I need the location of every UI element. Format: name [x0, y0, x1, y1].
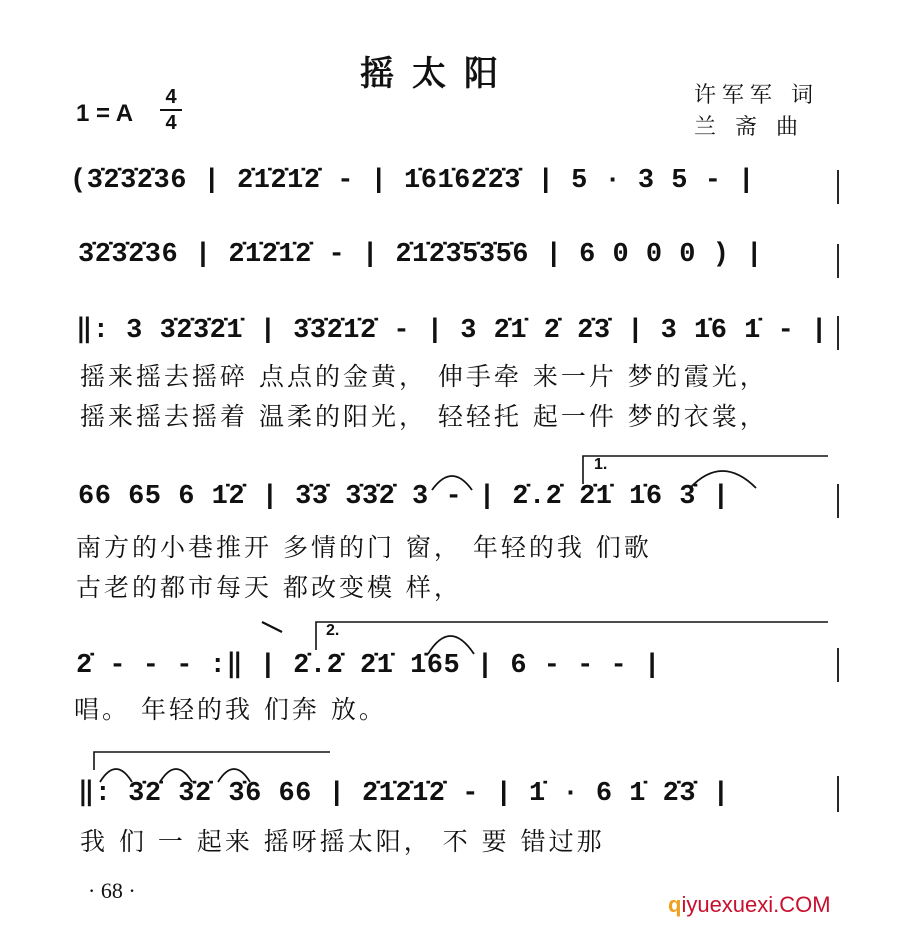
row-6-bracket	[94, 752, 330, 770]
key-signature: 1 = A	[76, 100, 134, 127]
time-signature-numerator: 4	[165, 86, 177, 108]
score-row-5: 2̇ - - - :‖ | 2̇.2̇ 2̇1̇ 1̇65 | 6 - - - |	[76, 651, 661, 681]
score-row-3: ‖: 3 3̇2̇3̇2̇1̇ | 3̇3̇2̇1̇2̇ - | 3 2̇1̇ 2̇ 2̇3̇ | 3 1̇6 1̇ - |	[76, 316, 828, 346]
lyricist-credit: 许军军 词	[694, 83, 819, 108]
first-ending-bracket	[583, 456, 828, 484]
lyric-row-5: 唱。 年轻的我 们奔 放。	[74, 695, 387, 724]
score-row-4: 66 65 6 1̇2̇ | 3̇3̇ 3̇3̇2̇ 3 - | 2̇.2̇ 2̇1̇ 1̇6 3̇ |	[78, 482, 730, 512]
first-ending-label: 1.	[594, 456, 608, 473]
time-signature-denominator: 4	[165, 112, 177, 134]
slur-row6-a	[100, 769, 132, 782]
song-title: 摇太阳	[360, 54, 516, 94]
score-row-1: (3̇2̇3̇2̇36 | 2̇1̇2̇1̇2̇ - | 1̇61̇62̇2̇3̇ | 5 · 3 5 - |	[70, 166, 755, 196]
score-row-6: ‖: 3̇2̇ 3̇2̇ 3̇6 66 | 2̇1̇2̇1̇2̇ - | 1̇ · 6 1̇ 2̇3̇ |	[78, 779, 730, 809]
slur-row5	[428, 636, 474, 654]
lyric-row-3-verse-2: 摇来摇去摇着 温柔的阳光， 轻轻托 起一件 梦的衣裳，	[80, 402, 768, 431]
slur-row6-c	[218, 769, 250, 782]
score-row-2: 3̇2̇3̇2̇36 | 2̇1̇2̇1̇2̇ - | 2̇1̇2̇3̇5̇3̇5̇6 | 6 0 0 0 ) |	[78, 240, 763, 270]
lyric-row-3-verse-1: 摇来摇去摇碎 点点的金黄， 伸手牵 来一片 梦的霞光，	[80, 362, 768, 391]
lyric-row-4-verse-2: 古老的都市每天 都改变模 样，	[76, 573, 462, 602]
second-ending-bracket	[316, 622, 828, 650]
slur-row4-a	[432, 476, 472, 490]
second-ending-label: 2.	[326, 622, 340, 639]
watermark-prefix: q	[668, 892, 682, 917]
watermark-rest: iyuexuexi.COM	[681, 892, 831, 917]
lyric-row-4-verse-1: 南方的小巷推开 多情的门 窗， 年轻的我 们歌	[76, 533, 652, 562]
page-number: · 68 ·	[88, 878, 136, 903]
lyric-row-6: 我 们 一 起来 摇呀摇太阳， 不 要 错过那	[80, 827, 605, 856]
watermark	[668, 892, 831, 918]
slur-row4-b	[690, 471, 756, 488]
composer-credit: 兰 斋 曲	[694, 115, 804, 140]
slur-row6-b	[160, 769, 192, 782]
tie-mark-row5	[262, 622, 282, 632]
